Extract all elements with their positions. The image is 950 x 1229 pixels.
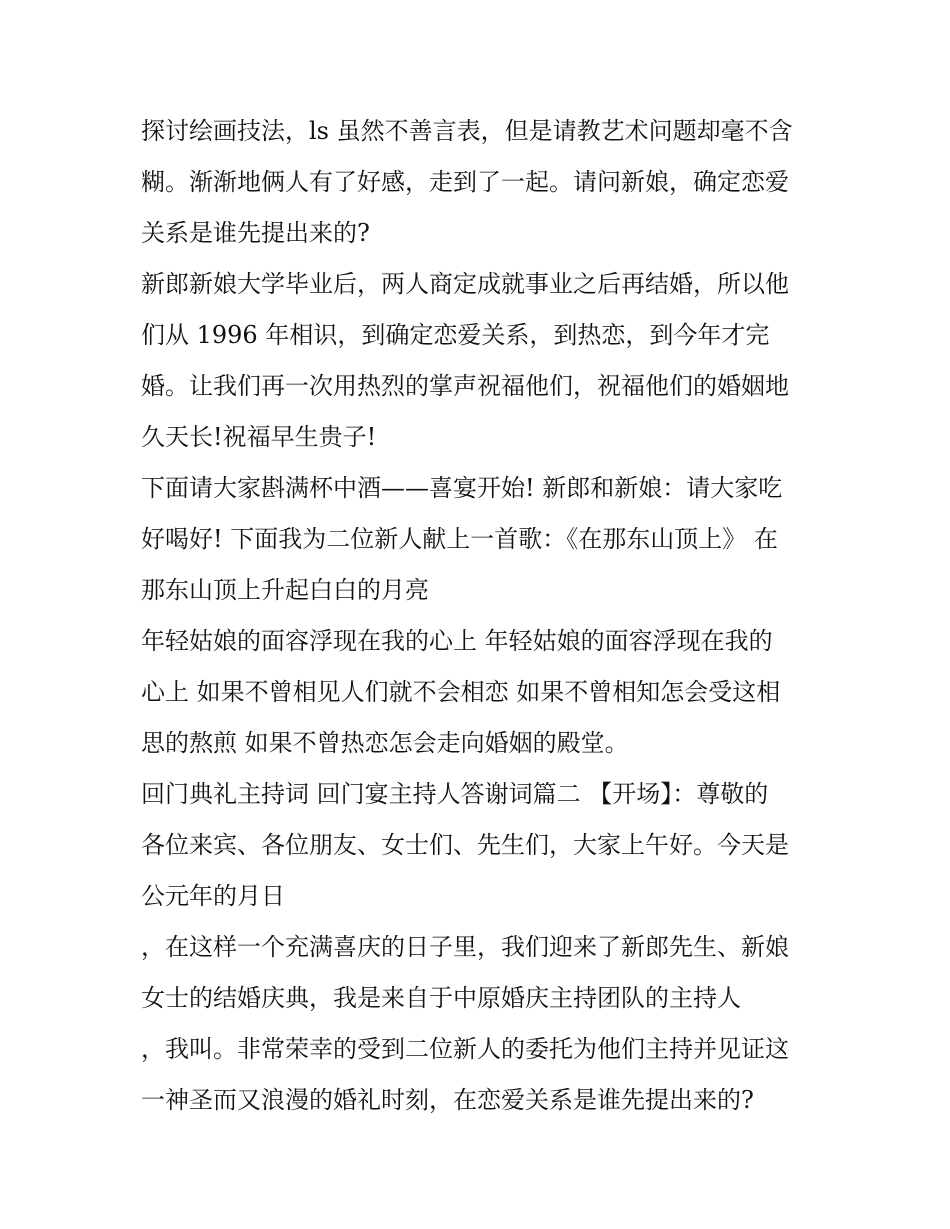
text-line: 们从 1996 年相识，到确定恋爱关系，到热恋，到今年才完 <box>141 321 770 349</box>
text-line: 一神圣而又浪漫的婚礼时刻，在恋爱关系是谁先提出来的? <box>141 1086 754 1114</box>
text-line: 探讨绘画技法，ls 虽然不善言表，但是请教艺术问题却毫不含 <box>141 117 793 145</box>
text-line: 婚。让我们再一次用热烈的掌声祝福他们，祝福他们的婚姻地 <box>141 372 789 400</box>
text-line: 好喝好! 下面我为二位新人献上一首歌：《在那东山顶上》 在 <box>141 525 778 553</box>
text-line: 各位来宾、各位朋友、女士们、先生们，大家上午好。今天是 <box>141 831 789 859</box>
text-line: 关系是谁先提出来的? <box>141 219 370 247</box>
text-line: ，我叫。非常荣幸的受到二位新人的委托为他们主持并见证这 <box>141 1035 789 1063</box>
text-line: 久天长!祝福早生贵子! <box>141 423 377 451</box>
text-line: ，在这样一个充满喜庆的日子里，我们迎来了新郎先生、新娘 <box>141 933 789 961</box>
text-line: 年轻姑娘的面容浮现在我的心上 年轻姑娘的面容浮现在我的 <box>141 627 773 655</box>
body-text <box>141 106 821 1126</box>
text-line: 新郎新娘大学毕业后，两人商定成就事业之后再结婚，所以他 <box>141 270 789 298</box>
text-line: 思的熬煎 如果不曾热恋怎会走向婚姻的殿堂。 <box>141 729 629 757</box>
text-line: 糊。渐渐地俩人有了好感，走到了一起。请问新娘，确定恋爱 <box>141 168 789 196</box>
text-line: 回门典礼主持词 回门宴主持人答谢词篇二 【开场】：尊敬的 <box>141 780 769 808</box>
text-line: 那东山顶上升起白白的月亮 <box>141 576 429 604</box>
text-line: 下面请大家斟满杯中酒——喜宴开始! 新郎和新娘：请大家吃 <box>141 474 783 502</box>
text-line: 心上 如果不曾相见人们就不会相恋 如果不曾相知怎会受这相 <box>141 678 781 706</box>
text-line: 女士的结婚庆典，我是来自于中原婚庆主持团队的主持人 <box>141 984 741 1012</box>
text-line: 公元年的月日 <box>141 882 285 910</box>
